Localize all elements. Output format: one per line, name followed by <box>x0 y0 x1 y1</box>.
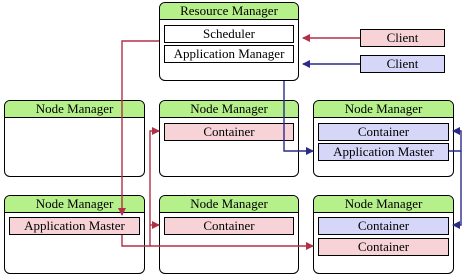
client-pink: Client <box>360 29 445 47</box>
node-manager-title: Node Manager <box>160 196 298 213</box>
node-manager-title: Node Manager <box>160 101 298 118</box>
node-manager-title: Node Manager <box>5 196 144 213</box>
scheduler-box: Scheduler <box>164 25 294 43</box>
node-manager-top-right <box>313 100 454 177</box>
container-box: Container <box>318 123 449 141</box>
container-box-blue: Container <box>318 217 449 235</box>
container-box-pink: Container <box>318 238 449 256</box>
node-manager-bottom-middle <box>159 195 299 274</box>
blue-am-to-bottom-right-container-arrow <box>453 151 461 225</box>
node-manager-top-middle <box>159 100 299 177</box>
node-manager-title: Node Manager <box>314 196 453 213</box>
container-box: Container <box>164 217 294 235</box>
application-master-box: Application Master <box>318 143 449 161</box>
node-manager-top-left <box>4 100 145 177</box>
node-manager-bottom-left <box>4 195 145 274</box>
resource-manager-title: Resource Manager <box>160 3 298 20</box>
container-box: Container <box>164 123 294 141</box>
client-blue: Client <box>360 55 445 73</box>
resource-manager <box>159 2 299 81</box>
application-manager-box: Application Manager <box>164 45 294 63</box>
node-manager-title: Node Manager <box>5 101 144 118</box>
application-master-box: Application Master <box>9 217 140 235</box>
node-manager-title: Node Manager <box>314 101 453 118</box>
node-manager-bottom-right <box>313 195 454 274</box>
